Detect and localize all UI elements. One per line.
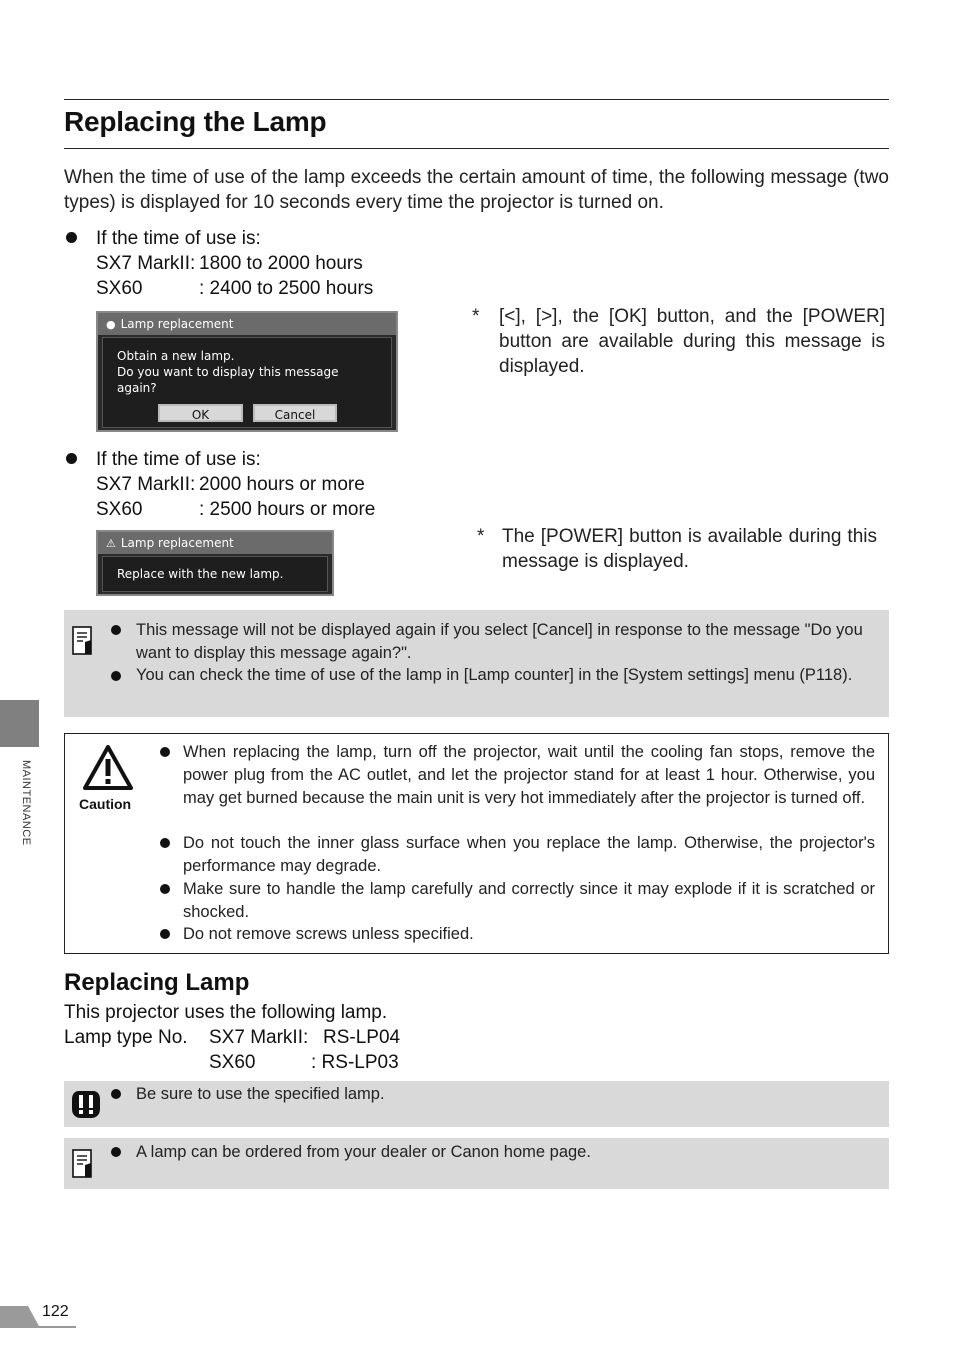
- important-item: Be sure to use the specified lamp.: [136, 1085, 385, 1103]
- memo-item: You can check the time of use of the lamp in [Lamp counter] in the [System settings] menu (P118).: [136, 666, 853, 684]
- lamp-icon: ●: [106, 318, 116, 331]
- section-tab: [0, 700, 39, 747]
- lamp-intro: This projector uses the following lamp.: [64, 1002, 388, 1023]
- case2-conditions: [96, 447, 375, 522]
- lamp-replacement-dialog-1: [96, 311, 398, 432]
- dialog-line: Do you want to display this message again?: [117, 365, 339, 395]
- case1-lead: If the time of use is:: [96, 228, 261, 249]
- lamp-replacement-dialog-2: [96, 530, 334, 596]
- dialog-line: Replace with the new lamp.: [117, 567, 284, 581]
- dialog-body: [102, 337, 392, 428]
- dialog-header: ⚠ Lamp replacement: [98, 532, 332, 554]
- bullet-icon: [66, 453, 77, 464]
- page-title: Replacing the Lamp: [64, 106, 327, 137]
- dialog-header: ● Lamp replacement: [98, 313, 396, 335]
- caution-item: Do not touch the inner glass surface when you replace the lamp. Otherwise, the projector's performance may degrade.: [183, 834, 875, 875]
- top-rule: [64, 99, 889, 100]
- warning-icon: ⚠: [106, 537, 116, 550]
- bullet-icon: [111, 1147, 121, 1157]
- memo-item: A lamp can be ordered from your dealer or Canon home page.: [136, 1143, 591, 1161]
- memo-note-2: [64, 1138, 889, 1189]
- bullet-icon: [111, 625, 121, 635]
- dialog-body: [102, 556, 328, 592]
- caution-label: Caution: [79, 796, 132, 812]
- important-note: [64, 1081, 889, 1127]
- bullet-icon: [160, 884, 170, 894]
- bullet-icon: [160, 838, 170, 848]
- section-heading: Replacing Lamp: [64, 969, 250, 996]
- section-label: MAINTENANCE: [20, 760, 32, 846]
- caution-item: Do not remove screws unless specified.: [183, 925, 474, 943]
- case2-note: * The [POWER] button is available during this message is displayed.: [477, 526, 877, 572]
- case1-note: * [<], [>], the [OK] button, and the [POWER] button are available during this message is displayed.: [472, 306, 885, 377]
- intro-paragraph: When the time of use of the lamp exceeds the certain amount of time, the following message (two types) is displayed for 10 seconds every time the projector is turned on.: [64, 167, 889, 213]
- case1-row: SX7 MarkII: 1800 to 2000 hours: [96, 253, 363, 274]
- title-rule: [64, 148, 889, 149]
- cancel-button[interactable]: Cancel: [253, 404, 337, 422]
- bullet-icon: [160, 747, 170, 757]
- case2-lead: If the time of use is:: [96, 449, 261, 470]
- case2-row: SX60 : 2500 hours or more: [96, 499, 376, 520]
- page-number: 122: [42, 1303, 69, 1320]
- lamp-type-row: SX7 MarkII: RS-LP04: [209, 1027, 401, 1048]
- bullet-icon: [66, 232, 77, 243]
- case1-row: SX60 : 2400 to 2500 hours: [96, 278, 374, 299]
- dialog-line: Obtain a new lamp.: [117, 349, 235, 363]
- ok-button[interactable]: OK: [158, 404, 243, 422]
- memo-icon: [72, 626, 94, 656]
- caution-item: When replacing the lamp, turn off the projector, wait until the cooling fan stops, remove the power plug from the AC outlet, and let the projector stand for at least 1 hour. Otherwise, you may get burned because the main unit is very hot immediately after the projector is turned off.: [183, 743, 875, 807]
- memo-item: This message will not be displayed again if you select [Cancel] in response to the message "Do you want to display this message again?".: [136, 621, 863, 662]
- case2-row: SX7 MarkII: 2000 hours or more: [96, 474, 365, 495]
- caution-item: Make sure to handle the lamp carefully and correctly since it may explode if it is scratched or shocked.: [183, 880, 875, 921]
- important-icon: [71, 1089, 101, 1119]
- bullet-icon: [160, 929, 170, 939]
- memo-note-1: [64, 610, 889, 717]
- caution-icon: [82, 744, 134, 792]
- memo-icon: [72, 1149, 94, 1179]
- lamp-type-row: SX60 : RS-LP03: [209, 1052, 399, 1073]
- lamp-type-label: Lamp type No.: [64, 1027, 188, 1048]
- case1-conditions: [96, 226, 373, 301]
- caution-box: [64, 733, 889, 954]
- bullet-icon: [111, 1089, 121, 1099]
- bullet-icon: [111, 671, 121, 681]
